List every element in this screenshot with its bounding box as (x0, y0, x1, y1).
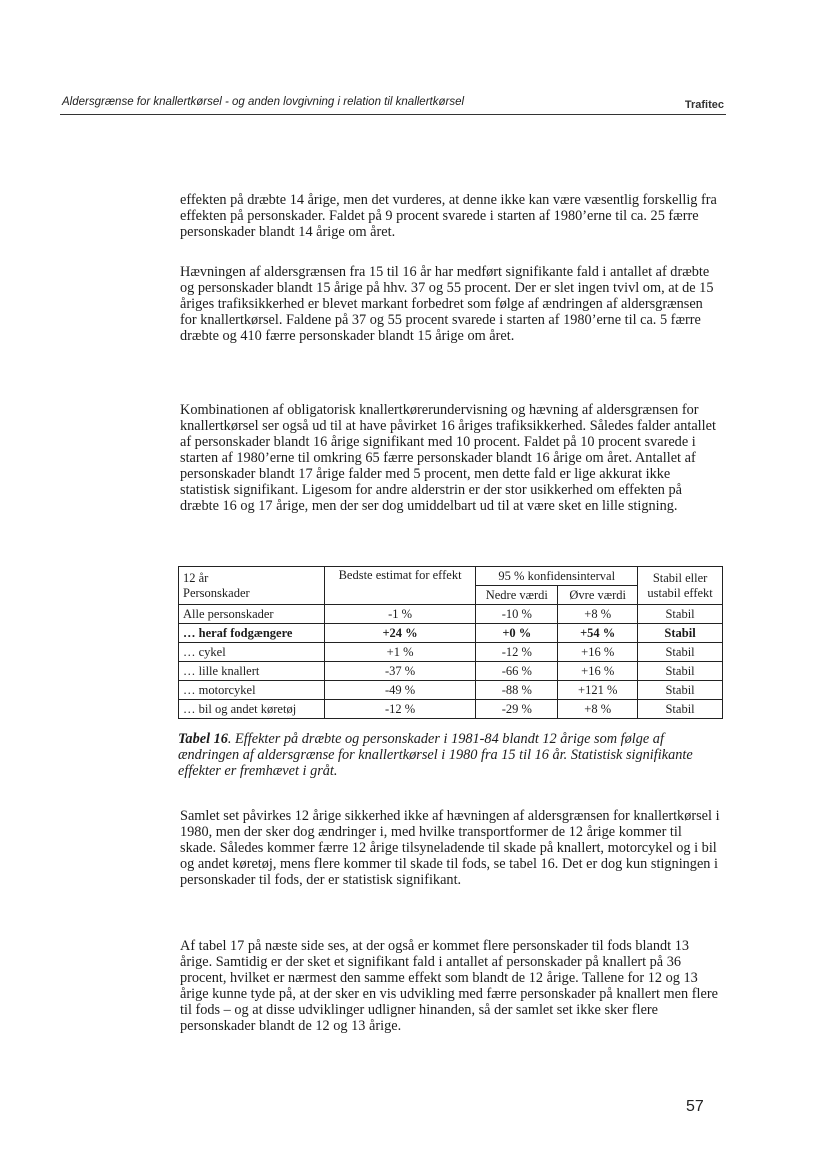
page-number: 57 (686, 1098, 704, 1115)
paragraph-1 (180, 192, 720, 240)
effects-table (178, 566, 723, 719)
table-header-stability (638, 567, 723, 605)
row-ci-upper: +8 % (558, 605, 638, 624)
header-brand: Trafitec (684, 99, 724, 111)
header-stability-line2: ustabil effekt (647, 585, 713, 600)
row-ci-lower: -66 % (476, 662, 558, 681)
row-stability: Stabil (638, 681, 723, 700)
table-header-ci-lower: Nedre værdi (476, 586, 558, 605)
table-row (179, 643, 723, 662)
row-stability: Stabil (638, 605, 723, 624)
row-label: … heraf fodgængere (179, 624, 325, 643)
row-stability: Stabil (638, 643, 723, 662)
table-caption (178, 731, 728, 779)
table-row (179, 700, 723, 719)
row-label: … motorcykel (179, 681, 325, 700)
paragraph-4 (180, 808, 720, 888)
row-stability: Stabil (638, 662, 723, 681)
paragraph-text: Af tabel 17 på næste side ses, at der også er kommet flere personskader til fods blandt 13 årige. Samtidig er der sket et signifikant fald i antallet af personskader på knallert på 36 procent, hvilket er nærmest den samme effekt som blandt de 12 årige. Tallene for 12 og 13 årige kunne tyde på, at der sker en vis udvikling med færre personskader på knallert men flere til fods – og at disse udviklinger udligner hinanden, så der samlet set ikke sker flere personskader blandt de 12 og 13 årige. (180, 938, 718, 1034)
table-row (179, 624, 723, 643)
paragraph-2 (180, 264, 720, 344)
table-header-ci-upper: Øvre værdi (558, 586, 638, 605)
table-row (179, 681, 723, 700)
row-ci-upper: +54 % (558, 624, 638, 643)
table-row (179, 605, 723, 624)
row-ci-lower: +0 % (476, 624, 558, 643)
row-stability: Stabil (638, 700, 723, 719)
row-ci-upper: +16 % (558, 643, 638, 662)
row-estimate: +24 % (324, 624, 476, 643)
table-header-group (179, 567, 325, 605)
row-ci-upper: +8 % (558, 700, 638, 719)
row-ci-lower: -12 % (476, 643, 558, 662)
row-label: … bil og andet køretøj (179, 700, 325, 719)
table-header-ci: 95 % konfidensinterval (476, 567, 638, 586)
paragraph-text: effekten på dræbte 14 årige, men det vurderes, at denne ikke kan være væsentlig forskellig fra effekten på personskader. Faldet på 9 procent svarede i starten af 1980’erne til ca. 25 færre personskader blandt 14 årige om året. (180, 192, 717, 240)
caption-label: Tabel 16 (178, 731, 228, 747)
row-label: … cykel (179, 643, 325, 662)
row-stability: Stabil (638, 624, 723, 643)
header-stability-line1: Stabil eller (652, 570, 708, 585)
row-ci-upper: +16 % (558, 662, 638, 681)
paragraph-3 (180, 402, 720, 514)
paragraph-5 (180, 938, 720, 1034)
row-estimate: -37 % (324, 662, 476, 681)
row-estimate: +1 % (324, 643, 476, 662)
row-ci-lower: -10 % (476, 605, 558, 624)
header-group-line2: Personskader (183, 585, 250, 600)
header-group-line1: 12 år (183, 570, 209, 585)
row-estimate: -49 % (324, 681, 476, 700)
row-label: Alle personskader (179, 605, 325, 624)
table-row (179, 662, 723, 681)
row-ci-lower: -29 % (476, 700, 558, 719)
header-title: Aldersgrænse for knallertkørsel - og anden lovgivning i relation til knallertkørsel (62, 96, 465, 108)
paragraph-text: Hævningen af aldersgrænsen fra 15 til 16 år har medført signifikante fald i antallet af dræbte og personskader blandt 15 årige på hhv. 37 og 55 procent. Der er slet ingen tvivl om, at de 15 åriges trafiksikkerhed er blevet markant forbedret som følge af ændringen af aldersgrænsen for knallertkørsel. Faldene på 37 og 55 procent svarede i starten af 1980’erne til ca. 5 færre dræbte og 410 færre personskader blandt 15 årige om året. (180, 264, 714, 344)
caption-text: . Effekter på dræbte og personskader i 1981-84 blandt 12 årige som følge af ændringen af aldersgrænse for knallertkørsel i 1980 fra 15 til 16 år. Statistisk signifikante effekter er fremhævet i gråt. (178, 731, 693, 779)
row-ci-lower: -88 % (476, 681, 558, 700)
paragraph-text: Kombinationen af obligatorisk knallertkørerundervisning og hævning af aldersgrænsen for knallertkørsel ser også ud til at have påvirket 16 åriges trafiksikkerhed. Således falder antallet af personskader blandt 16 årige signifikant med 10 procent. Faldet på 10 procent svarede i starten af 1980’erne til omkring 65 færre personskader blandt 16 årige om året. Antallet af personskader blandt 17 årige falder med 5 procent, men dette fald er lige akkurat ikke statistisk signifikant. Ligesom for andre alderstrin er der stor usikkerhed om effekten på dræbte 16 og 17 årige, men der ser dog umiddelbart ud til at være sket en lille stigning. (180, 402, 716, 514)
paragraph-text: Samlet set påvirkes 12 årige sikkerhed ikke af hævningen af aldersgrænsen for knallertkørsel i 1980, men der sker dog ændringer i, med hvilke transportformer de 12 årige kommer til skade. Således kommer færre 12 årige tilsyneladende til skade på knallert, motorcykel og i bil og andet køretøj, mens flere kommer til skade til fods, se tabel 16. Det er dog kun stigningen i personskader til fods, der er statistisk signifikant. (180, 808, 720, 888)
row-estimate: -12 % (324, 700, 476, 719)
row-label: … lille knallert (179, 662, 325, 681)
running-header (60, 94, 726, 115)
table-header-estimate: Bedste estimat for effekt (324, 567, 476, 605)
row-estimate: -1 % (324, 605, 476, 624)
row-ci-upper: +121 % (558, 681, 638, 700)
